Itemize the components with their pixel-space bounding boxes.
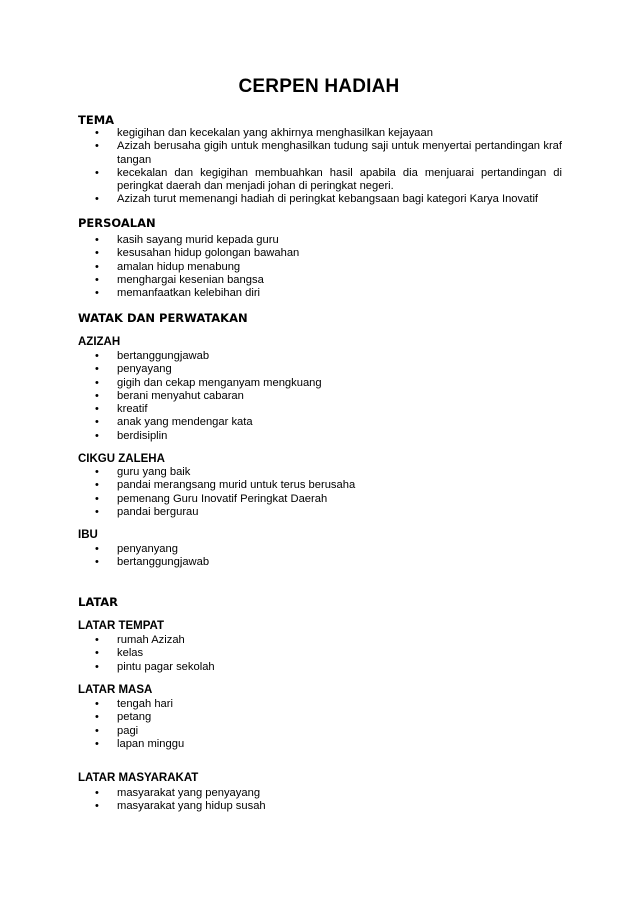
subheading-latar-masa: LATAR MASA <box>78 684 153 696</box>
list-item: • petang <box>0 711 562 724</box>
subheading-azizah: AZIZAH <box>78 336 121 348</box>
list-item: • penyayang <box>0 363 562 376</box>
tema-list <box>0 127 638 207</box>
list-item: • menghargai kesenian bangsa <box>0 274 562 287</box>
section-heading-persoalan: PERSOALAN <box>78 216 156 230</box>
section-heading-watak: WATAK DAN PERWATAKAN <box>78 311 248 325</box>
list-item: • kegigihan dan kecekalan yang akhirnya menghasilkan kejayaan <box>0 127 562 140</box>
latar-tempat-list <box>0 634 638 674</box>
ibu-list <box>0 543 638 570</box>
list-item: • pintu pagar sekolah <box>0 661 562 674</box>
subheading-ibu: IBU <box>78 529 98 541</box>
list-item: • kreatif <box>0 403 562 416</box>
list-item: • pandai bergurau <box>0 506 562 519</box>
list-item: • Azizah berusaha gigih untuk menghasilkan tudung saji untuk menyertai pertandingan kraf tangan <box>0 140 562 167</box>
cikgu-zaleha-list <box>0 466 638 519</box>
list-item: • guru yang baik <box>0 466 562 479</box>
list-item: • masyarakat yang hidup susah <box>0 800 562 813</box>
list-item: • tengah hari <box>0 698 562 711</box>
list-item: • kelas <box>0 647 562 660</box>
document-title: CERPEN HADIAH <box>238 76 400 97</box>
section-heading-latar: LATAR <box>78 595 119 609</box>
list-item: • bertanggungjawab <box>0 350 562 363</box>
list-item: • masyarakat yang penyayang <box>0 787 562 800</box>
list-item: • berani menyahut cabaran <box>0 390 562 403</box>
list-item: • pagi <box>0 725 562 738</box>
list-item: • kecekalan dan kegigihan membuahkan hasil apabila dia menjuarai pertandingan di peringkat daerah dan menjadi johan di peringkat negeri. <box>0 167 562 194</box>
latar-masyarakat-list <box>0 787 638 814</box>
list-item: • lapan minggu <box>0 738 562 751</box>
list-item: • pemenang Guru Inovatif Peringkat Daerah <box>0 493 562 506</box>
list-item: • penyanyang <box>0 543 562 556</box>
list-item: • pandai merangsang murid untuk terus berusaha <box>0 479 562 492</box>
list-item: • amalan hidup menabung <box>0 261 562 274</box>
list-item: • kasih sayang murid kepada guru <box>0 234 562 247</box>
list-item: • bertanggungjawab <box>0 556 562 569</box>
list-item: • memanfaatkan kelebihan diri <box>0 287 562 300</box>
persoalan-list <box>0 234 638 300</box>
list-item: • rumah Azizah <box>0 634 562 647</box>
subheading-latar-tempat: LATAR TEMPAT <box>78 620 165 632</box>
list-item: • kesusahan hidup golongan bawahan <box>0 247 562 260</box>
subheading-cikgu-zaleha: CIKGU ZALEHA <box>78 453 165 465</box>
azizah-list <box>0 350 638 443</box>
subheading-latar-masyarakat: LATAR MASYARAKAT <box>78 772 199 784</box>
list-item: • anak yang mendengar kata <box>0 416 562 429</box>
section-heading-tema: TEMA <box>78 113 115 127</box>
latar-masa-list <box>0 698 638 751</box>
list-item: • Azizah turut memenangi hadiah di peringkat kebangsaan bagi kategori Karya Inovatif <box>0 193 562 206</box>
list-item: • berdisiplin <box>0 430 562 443</box>
list-item: • gigih dan cekap menganyam mengkuang <box>0 377 562 390</box>
